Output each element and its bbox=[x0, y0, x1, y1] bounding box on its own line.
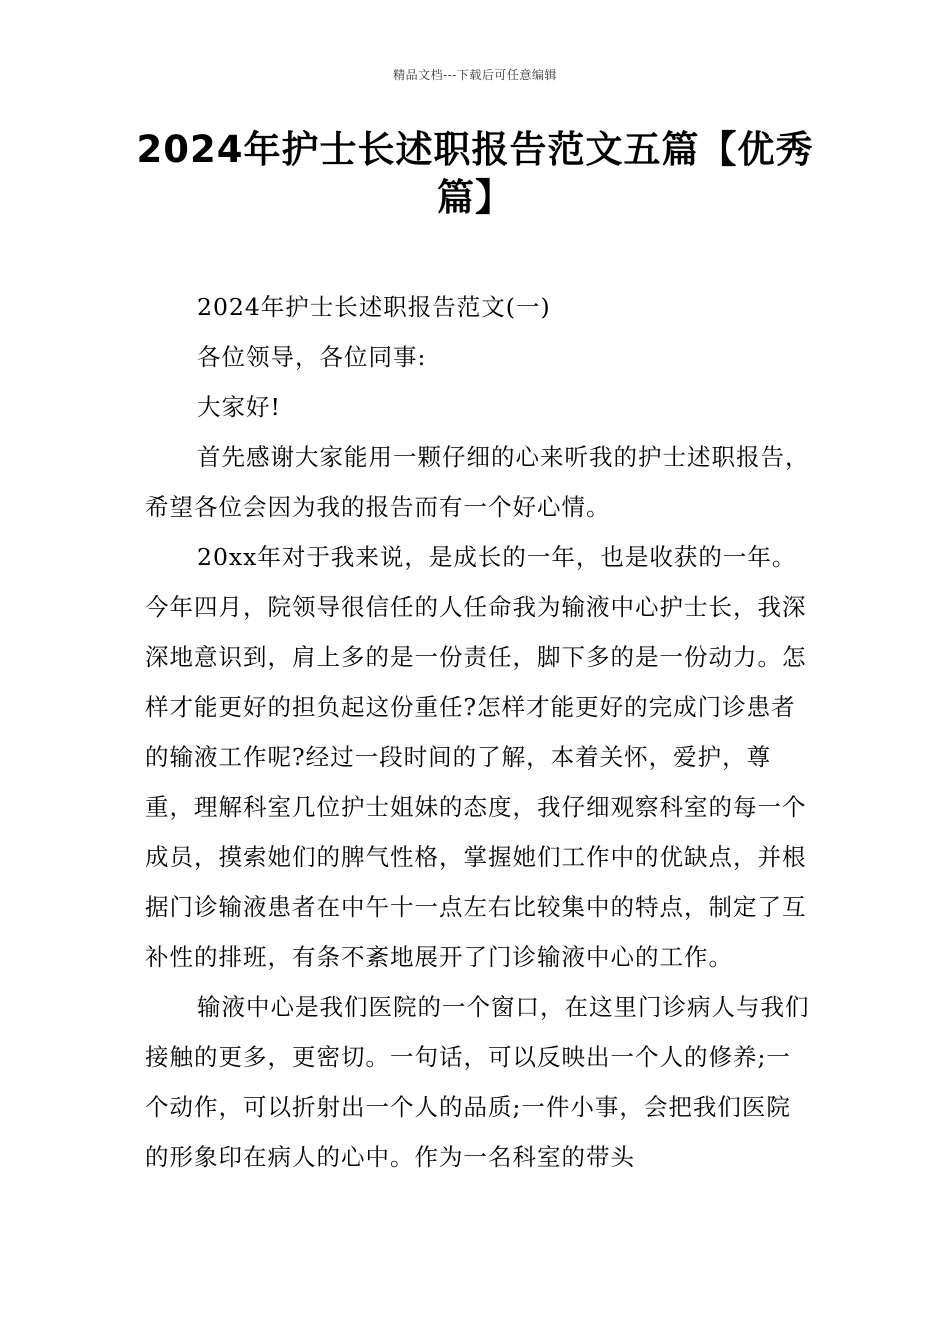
salutation: 各位领导，各位同事: bbox=[197, 343, 427, 371]
title-line-2: 篇】 bbox=[437, 176, 513, 219]
document-body bbox=[145, 282, 810, 1182]
document-title bbox=[130, 126, 820, 222]
greeting: 大家好! bbox=[197, 393, 281, 421]
paragraph-window: 输液中心是我们医院的一个窗口，在这里门诊病人与我们接触的更多，更密切。一句话，可以反映出一个人的修养;一个动作，可以折射出一个人的品质;一件小事，会把我们医院的形象印在病人的心中。作为一名科室的带头 bbox=[145, 993, 810, 1171]
paragraph-review: 20xx年对于我来说，是成长的一年，也是收获的一年。今年四月，院领导很信任的人任命我为输液中心护士长，我深深地意识到，肩上多的是一份责任，脚下多的是一份动力。怎样才能更好的担负起这份重任?怎样才能更好的完成门诊患者的输液工作呢?经过一段时间的了解，本着关怀，爱护，尊重，理解科室几位护士姐妹的态度，我仔细观察科室的每一个成员，摸索她们的脾气性格，掌握她们工作中的优缺点，并根据门诊输液患者在中午十一点左右比较集中的特点，制定了互补性的排班，有条不紊地展开了门诊输液中心的工作。 bbox=[145, 543, 807, 971]
paragraph-intro: 首先感谢大家能用一颗仔细的心来听我的护士述职报告，希望各位会因为我的报告而有一个好心情。 bbox=[145, 443, 810, 521]
page-header: 精品文档---下载后可任意编辑 bbox=[393, 68, 557, 82]
section-heading: 2024年护士长述职报告范文(一) bbox=[197, 293, 551, 321]
title-line-1: 2024年护士长述职报告范文五篇【优秀 bbox=[136, 128, 814, 171]
